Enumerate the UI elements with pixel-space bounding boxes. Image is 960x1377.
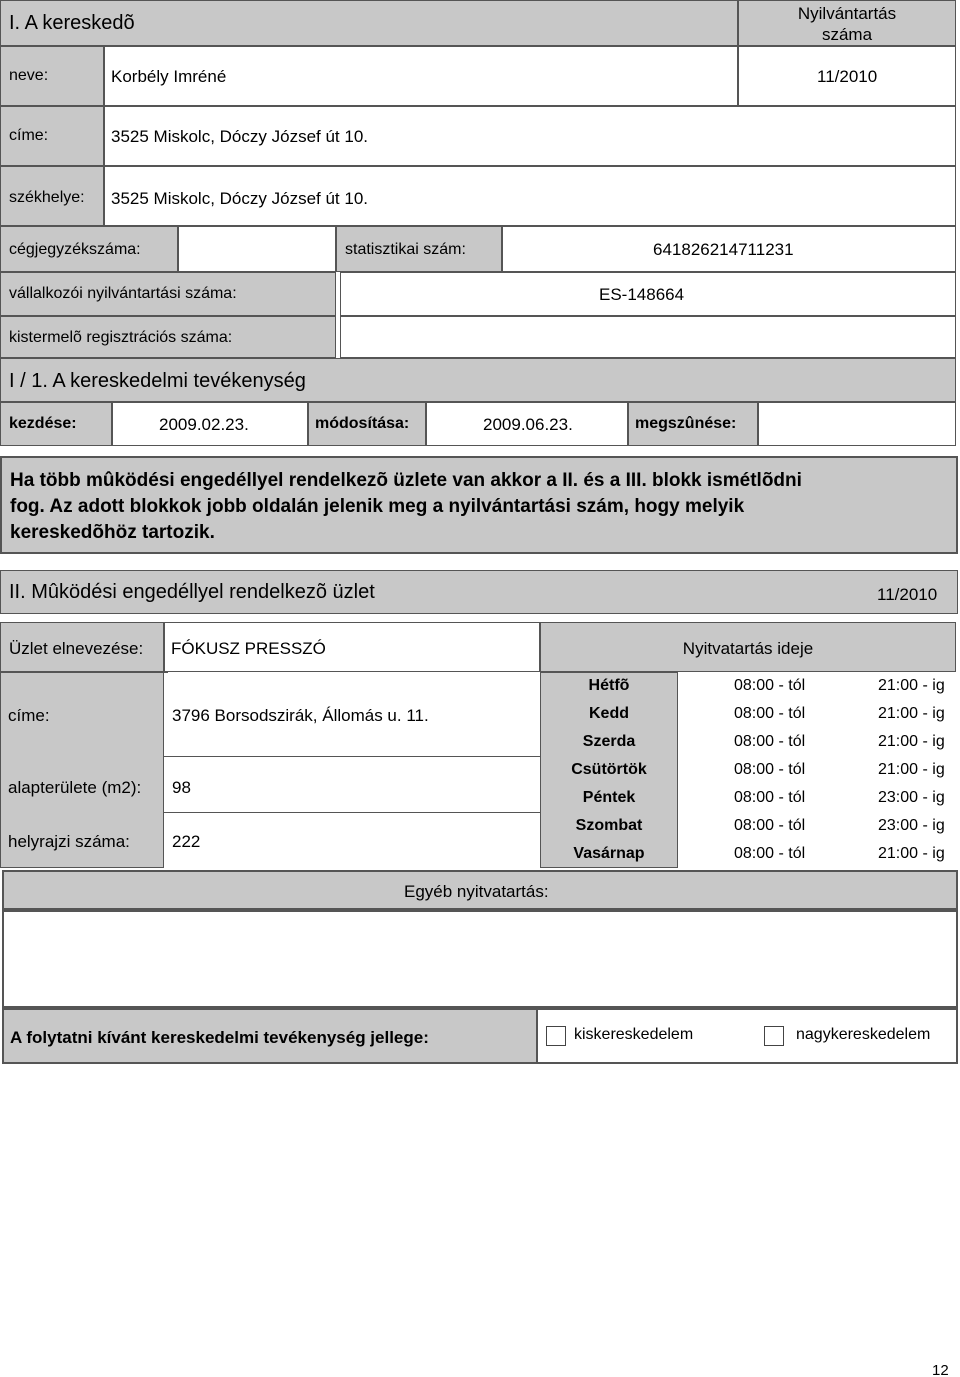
shop-plot-field	[164, 812, 540, 868]
entrepreneur-value-cell	[340, 272, 956, 316]
reg-number-header	[738, 0, 956, 46]
company-reg-value-cell	[178, 226, 336, 272]
hours-to: 21:00 - ig	[878, 705, 945, 722]
hours-day: Szerda	[582, 733, 636, 750]
shop-section-title: II. Mûködési engedéllyel rendelkezõ üzlet	[9, 581, 375, 603]
activity-section-header	[0, 358, 956, 402]
company-reg-label-cell	[0, 226, 178, 272]
name-value: Korbély Imréné	[111, 67, 227, 86]
shop-name-label-cell	[0, 622, 164, 672]
hours-day: Péntek	[582, 789, 636, 806]
shop-area-value: 98	[172, 778, 191, 797]
hours-from: 08:00 - tól	[734, 789, 806, 806]
hours-row	[540, 756, 956, 784]
shop-name-label: Üzlet elnevezése:	[9, 639, 144, 658]
trader-section-title: I. A kereskedõ	[9, 12, 135, 34]
activity-start-label-cell	[0, 402, 112, 446]
reg-number-value: 11/2010	[817, 67, 878, 86]
stat-value: 641826214711231	[653, 240, 794, 259]
shop-name-value: FÓKUSZ PRESSZÓ	[171, 639, 326, 658]
trader-section-header	[0, 0, 738, 46]
activity-modified-label: módosítása:	[315, 415, 410, 432]
hours-day: Csütörtök	[571, 761, 647, 778]
notice-line-1: Ha több mûködési engedéllyel rendelkezõ üzlete van akkor a II. és a III. blokk ismétlõdni	[10, 470, 802, 491]
shop-reg-number: 11/2010	[877, 585, 938, 604]
hours-to: 21:00 - ig	[878, 845, 945, 862]
nature-label-cell	[2, 1008, 538, 1064]
entrepreneur-label-cell	[0, 272, 336, 316]
stat-label-cell	[336, 226, 502, 272]
address-label: címe:	[9, 127, 49, 144]
activity-modified-value-cell	[426, 402, 628, 446]
activity-start-value-cell	[112, 402, 308, 446]
activity-modified-value: 2009.06.23.	[483, 415, 573, 434]
reg-header-line1: Nyilvántartás	[797, 4, 897, 23]
hours-from: 08:00 - tól	[734, 761, 806, 778]
hours-row	[540, 840, 956, 868]
hours-day: Szombat	[575, 817, 643, 834]
other-hours-header	[2, 870, 958, 910]
hours-row	[540, 812, 956, 840]
retail-checkbox[interactable]	[546, 1026, 566, 1046]
address-value-cell	[104, 106, 956, 166]
hours-title: Nyitvatartás ideje	[682, 639, 814, 658]
hours-to: 23:00 - ig	[878, 789, 945, 806]
hours-from: 08:00 - tól	[734, 705, 806, 722]
nature-label: A folytatni kívánt kereskedelmi tevékenység jellege:	[10, 1028, 429, 1047]
shop-area-field	[164, 756, 540, 812]
seat-label-cell	[0, 166, 104, 226]
notice-box	[0, 456, 958, 554]
wholesale-checkbox[interactable]	[764, 1026, 784, 1046]
stat-label: statisztikai szám:	[345, 241, 466, 258]
hours-from: 08:00 - tól	[734, 733, 806, 750]
notice-line-3: kereskedõhöz tartozik.	[10, 522, 215, 543]
activity-start-value: 2009.02.23.	[159, 415, 249, 434]
page-number: 12	[932, 1362, 949, 1377]
address-value: 3525 Miskolc, Dóczy József út 10.	[111, 127, 369, 146]
hours-day: Hétfõ	[588, 677, 630, 694]
hours-day: Kedd	[589, 705, 629, 722]
hours-day: Vasárnap	[573, 845, 645, 862]
name-label-cell	[0, 46, 104, 106]
other-hours-field[interactable]	[2, 910, 958, 1008]
hours-to: 21:00 - ig	[878, 733, 945, 750]
shop-area-label: alapterülete (m2):	[8, 778, 142, 797]
hours-row	[540, 784, 956, 812]
hours-title-cell	[540, 622, 956, 672]
hours-from: 08:00 - tól	[734, 845, 806, 862]
wholesale-label: nagykereskedelem	[796, 1026, 931, 1043]
shop-address-field	[164, 672, 168, 756]
hours-table	[540, 672, 956, 868]
shop-address-value: 3796 Borsodszirák, Állomás u. 11.	[172, 706, 429, 725]
address-label-cell	[0, 106, 104, 166]
smallholder-label: kistermelõ regisztrációs száma:	[9, 329, 233, 346]
shop-name-value-cell	[164, 622, 540, 672]
reg-header-line2: száma	[821, 25, 873, 44]
hours-row	[540, 728, 956, 756]
shop-plot-label: helyrajzi száma:	[8, 832, 130, 851]
shop-plot-value: 222	[172, 832, 201, 851]
seat-label: székhelye:	[9, 189, 85, 206]
shop-info-block	[0, 672, 540, 868]
hours-from: 08:00 - tól	[734, 677, 806, 694]
activity-modified-label-cell	[308, 402, 426, 446]
hours-row	[540, 700, 956, 728]
hours-row	[540, 672, 956, 700]
hours-to: 21:00 - ig	[878, 677, 945, 694]
smallholder-label-cell	[0, 316, 336, 358]
reg-number-cell	[738, 46, 956, 106]
name-label: neve:	[9, 67, 49, 84]
activity-ended-value-cell	[758, 402, 956, 446]
other-hours-label: Egyéb nyitvatartás:	[404, 882, 549, 901]
shop-section-header	[0, 570, 958, 614]
activity-ended-label: megszûnése:	[635, 415, 737, 432]
smallholder-value-cell	[340, 316, 956, 358]
stat-value-cell	[502, 226, 956, 272]
retail-label: kiskereskedelem	[574, 1026, 694, 1043]
hours-to: 23:00 - ig	[878, 817, 945, 834]
activity-section-title: I / 1. A kereskedelmi tevékenység	[9, 370, 306, 392]
shop-address-label: címe:	[8, 706, 50, 725]
entrepreneur-label: vállalkozói nyilvántartási száma:	[9, 285, 237, 302]
name-value-cell	[104, 46, 738, 106]
activity-start-label: kezdése:	[9, 415, 77, 432]
hours-to: 21:00 - ig	[878, 761, 945, 778]
seat-value-cell	[104, 166, 956, 226]
seat-value: 3525 Miskolc, Dóczy József út 10.	[111, 189, 369, 208]
company-reg-label: cégjegyzékszáma:	[9, 241, 141, 258]
activity-ended-label-cell	[628, 402, 758, 446]
nature-options-cell	[538, 1008, 958, 1064]
entrepreneur-value: ES-148664	[599, 285, 685, 304]
hours-from: 08:00 - tól	[734, 817, 806, 834]
notice-line-2: fog. Az adott blokkok jobb oldalán jelenik meg a nyilvántartási szám, hogy melyik	[10, 496, 745, 517]
